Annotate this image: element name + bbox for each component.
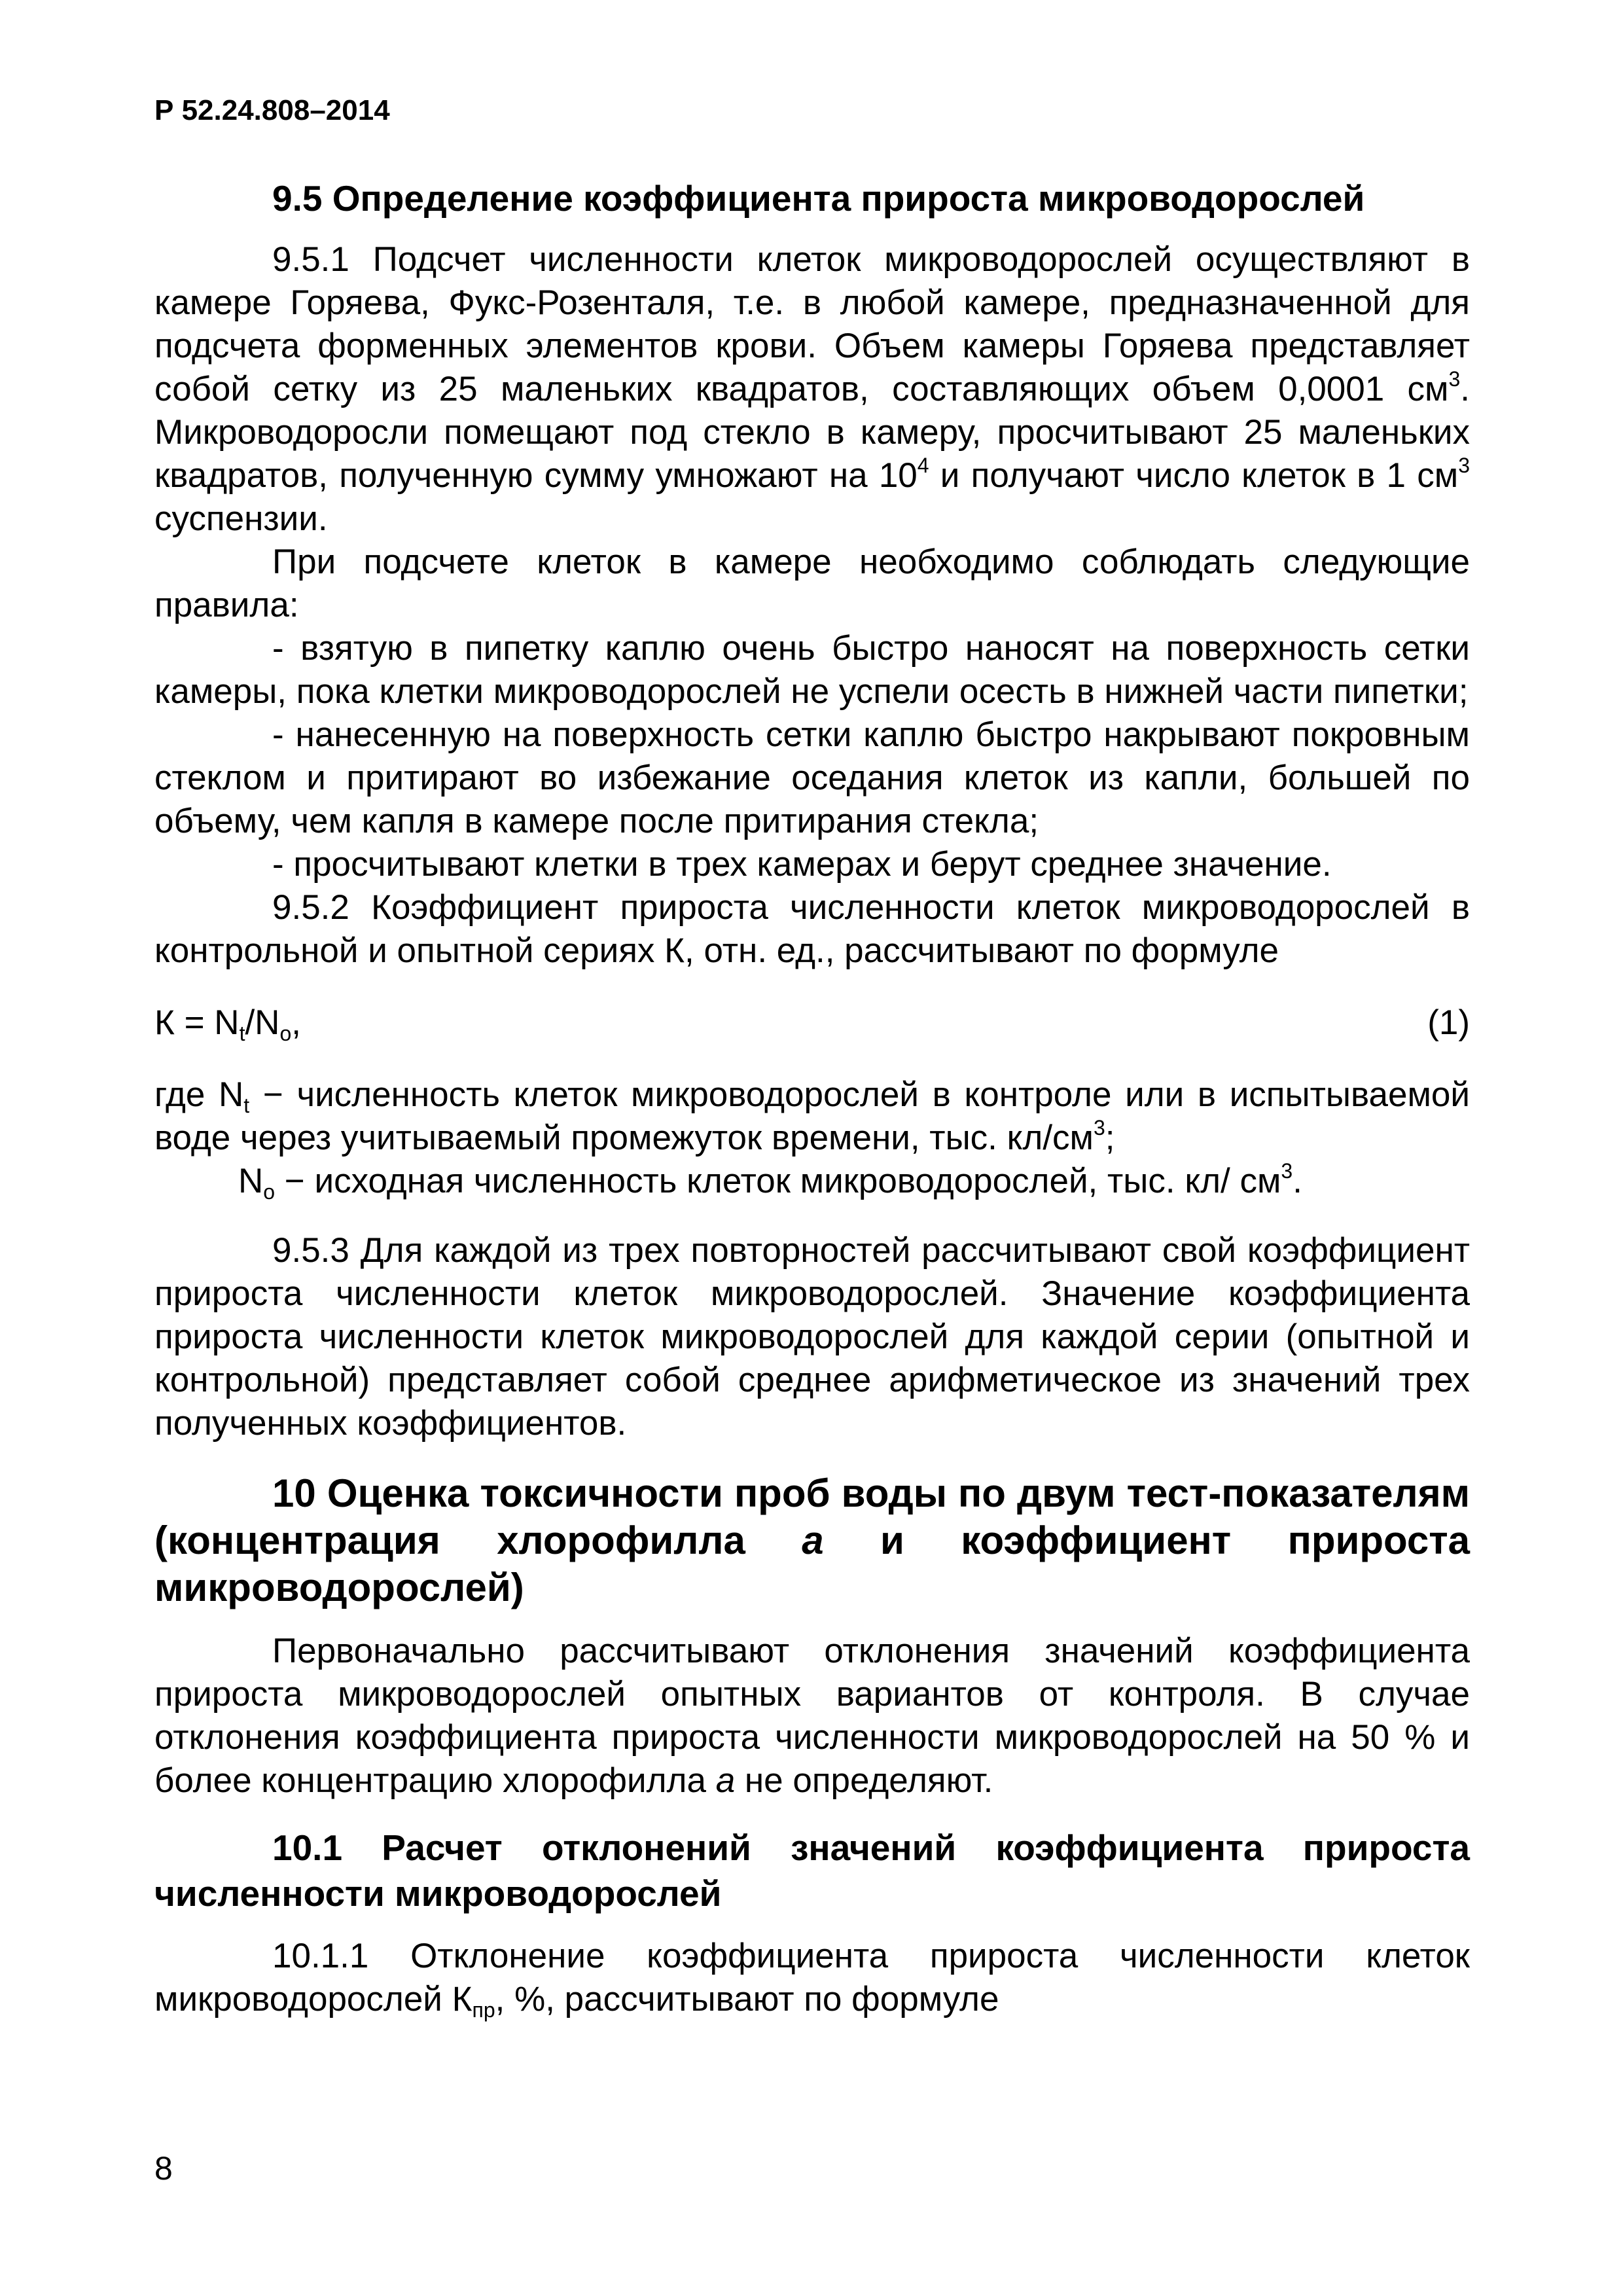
subscript: t: [243, 1094, 250, 1117]
subscript: t: [239, 1022, 245, 1045]
text: , %, рассчитывают по формуле: [495, 1980, 999, 2018]
paragraph-10-1-1: [154, 1935, 1470, 2021]
superscript: 3: [1458, 454, 1470, 477]
formula-expression: [154, 1001, 1470, 1045]
formula-number: (1): [1427, 1003, 1470, 1042]
paragraph-rules-intro: При подсчете клеток в камере необходимо соблюдать следующие правила:: [154, 543, 1470, 624]
paragraph-9-5-3: 9.5.3 Для каждой из трех повторностей рассчитывают свой коэффициент прироста численности клеток микроводорослей. Значение коэффициента прироста численности клеток микроводорослей для каждой серии (опытной и контрольной) представляет собой среднее арифметическое из значений трех полученных коэффициентов.: [154, 1231, 1470, 1443]
page-number: 8: [154, 2150, 173, 2187]
formula-1: [154, 1001, 1470, 1045]
section-10-title: [154, 1470, 1470, 1611]
italic-text: а: [715, 1761, 736, 1800]
subscript: o: [263, 1180, 276, 1204]
paragraph-9-5-2: 9.5.2 Коэффициент прироста численности клеток микроводорослей в контрольной и опытной сериях К, отн. ед., рассчитывают по формуле: [154, 888, 1470, 970]
rule-item-2: - нанесенную на поверхность сетки каплю быстро накрывают покровным стеклом и притирают во избежание оседания клеток из капли, большей по объему, чем капля в камере после притирания стекла;: [154, 715, 1470, 840]
text: 10 Оценка токсичности проб воды по двум тест-показателям (концентрация хлорофилла: [154, 1471, 1470, 1562]
text: /N: [245, 1003, 280, 1042]
text: и коэффициент прироста микроводорослей): [154, 1518, 1470, 1609]
document-code: Р 52.24.808–2014: [154, 94, 390, 126]
rule-item-3: - просчитывают клетки в трех камерах и берут среднее значение.: [272, 845, 1332, 884]
paragraph-10-intro: [154, 1630, 1470, 1803]
definition-no: [154, 1160, 1470, 1203]
text: суспензии.: [154, 499, 328, 538]
text: − численность клеток микроводорослей в контроле или в испытываемой воде через учитываемый промежуток времени, тыс. кл/см: [154, 1075, 1471, 1157]
superscript: 3: [1281, 1159, 1293, 1183]
text: ;: [1105, 1119, 1115, 1157]
italic-text: а: [802, 1518, 824, 1562]
paragraph-9-5-1: [154, 238, 1470, 541]
text: не определяют.: [735, 1761, 993, 1800]
subscript: o: [279, 1022, 292, 1045]
text: 10.1.1 Отклонение коэффициента прироста численности клеток микроводорослей К: [154, 1937, 1470, 2018]
superscript: 3: [1094, 1116, 1105, 1139]
text: и получают число клеток в 1 см: [929, 456, 1459, 495]
superscript: 4: [917, 454, 929, 477]
text: Первоначально рассчитывают отклонения значений коэффициента прироста микроводорослей опытных вариантов от контроля. В случае отклонения коэффициента прироста численности микроводорослей на 50 % и более концентрацию хлорофилла: [154, 1632, 1470, 1800]
section-10-1-title: 10.1 Расчет отклонений значений коэффициента прироста численности микроводорослей: [154, 1827, 1470, 1914]
text: К = N: [154, 1003, 240, 1042]
page-body: [154, 175, 1470, 2021]
section-9-5-title: 9.5 Определение коэффициента прироста микроводорослей: [272, 178, 1365, 219]
formula-definitions: [154, 1073, 1470, 1203]
definition-nt: [154, 1073, 1470, 1160]
text: .: [1293, 1162, 1302, 1200]
subscript: пр: [472, 1998, 495, 2022]
rule-item-1: - взятую в пипетку каплю очень быстро наносят на поверхность сетки камеры, пока клетки микроводорослей не успели осесть в нижней части пипетки;: [154, 629, 1470, 711]
text: ,: [291, 1003, 301, 1042]
superscript: 3: [1448, 367, 1461, 391]
text: 9.5.1 Подсчет численности клеток микроводорослей осуществляют в камере Горяева, Фукс-Розенталя, т.е. в любой камере, предназначенной для подсчета форменных элементов крови. Объем камеры Горяева представляет собой сетку из 25 маленьких квадратов, составляющих объем 0,0001 см: [154, 240, 1470, 408]
text: где N: [154, 1075, 244, 1114]
text: − исходная численность клеток микроводорослей, тыс. кл/ см: [275, 1162, 1281, 1200]
text: N: [238, 1162, 264, 1200]
text: . Микроводоросли помещают под стекло в камеру, просчитывают 25 маленьких квадратов, полученную сумму умножают на 10: [154, 370, 1470, 495]
